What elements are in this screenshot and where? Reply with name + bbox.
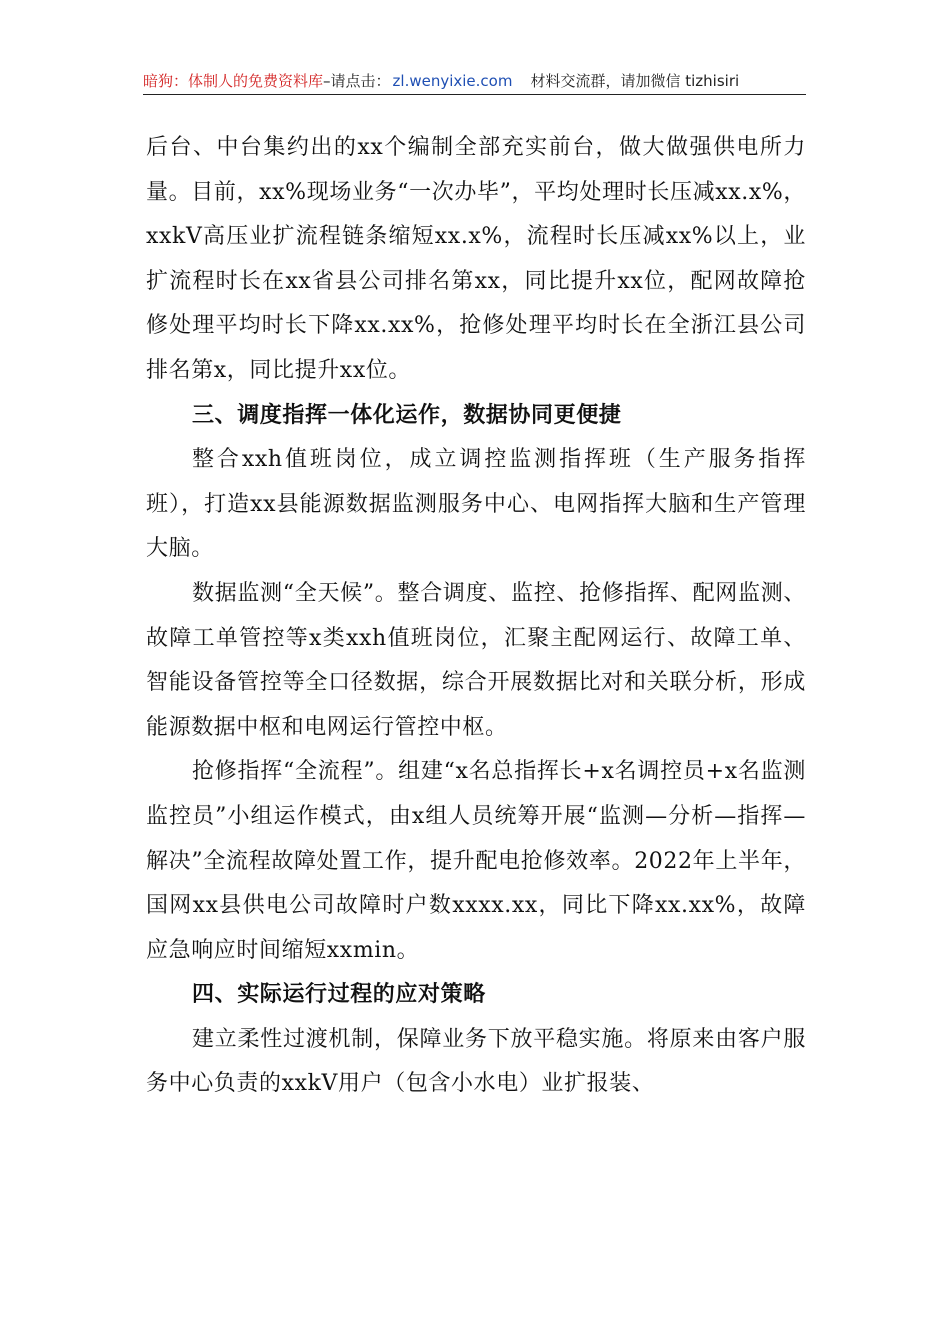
section-heading-4: 四、实际运行过程的应对策略: [192, 982, 486, 1008]
paragraph-repair-command: 抢修指挥“全流程”。组建“x名总指挥长+x名调控员+x名监测监控员”小组运作模式，由x组人员统筹开展“监测—分析—指挥—解决”全流程故障处置工作，提升配电抢修效率。2022年上半年，国网xx县供电公司故障时户数xxxx.xx，同比下降xx.xx%，故障应急响应时间缩短xxmin。: [146, 759, 806, 963]
header-url-link[interactable]: zl.wenyixie.com: [392, 72, 513, 90]
header-brand: 暗狗：体制人的免费资料库: [143, 72, 324, 90]
document-body: [146, 126, 806, 1107]
header-click-text: –请点击：: [323, 72, 391, 90]
paragraph-data-monitoring: 数据监测“全天候”。整合调度、监控、抢修指挥、配网监测、故障工单管控等x类xxh值班岗位，汇聚主配网运行、故障工单、智能设备管控等全口径数据，综合开展数据比对和关联分析，形成能源数据中枢和电网运行管控中枢。: [146, 580, 806, 740]
paragraph-continued: 后台、中台集约出的xx个编制全部充实前台，做大做强供电所力量。目前，xx%现场业务“一次办毕”，平均处理时长压减xx.x%，xxkV高压业扩流程链条缩短xx.x%，流程时长压减xx%以上，业扩流程时长在xx省县公司排名第xx，同比提升xx位，配网故障抢修处理平均时长下降xx.xx%，抢修处理平均时长在全浙江县公司排名第x，同比提升xx位。: [146, 135, 806, 383]
section-heading-3: 三、调度指挥一体化运作，数据协同更便捷: [192, 402, 622, 428]
paragraph-flexible-transition: 建立柔性过渡机制，保障业务下放平稳实施。将原来由客户服务中心负责的xxkV用户（包含小水电）业扩报装、: [146, 1026, 806, 1097]
header-wechat-text: 材料交流群，请加微信 tizhisiri: [530, 72, 740, 90]
paragraph-dispatch-intro: 整合xxh值班岗位，成立调控监测指挥班（生产服务指挥班），打造xx县能源数据监测服务中心、电网指挥大脑和生产管理大脑。: [146, 447, 806, 562]
page-header: [143, 68, 806, 95]
